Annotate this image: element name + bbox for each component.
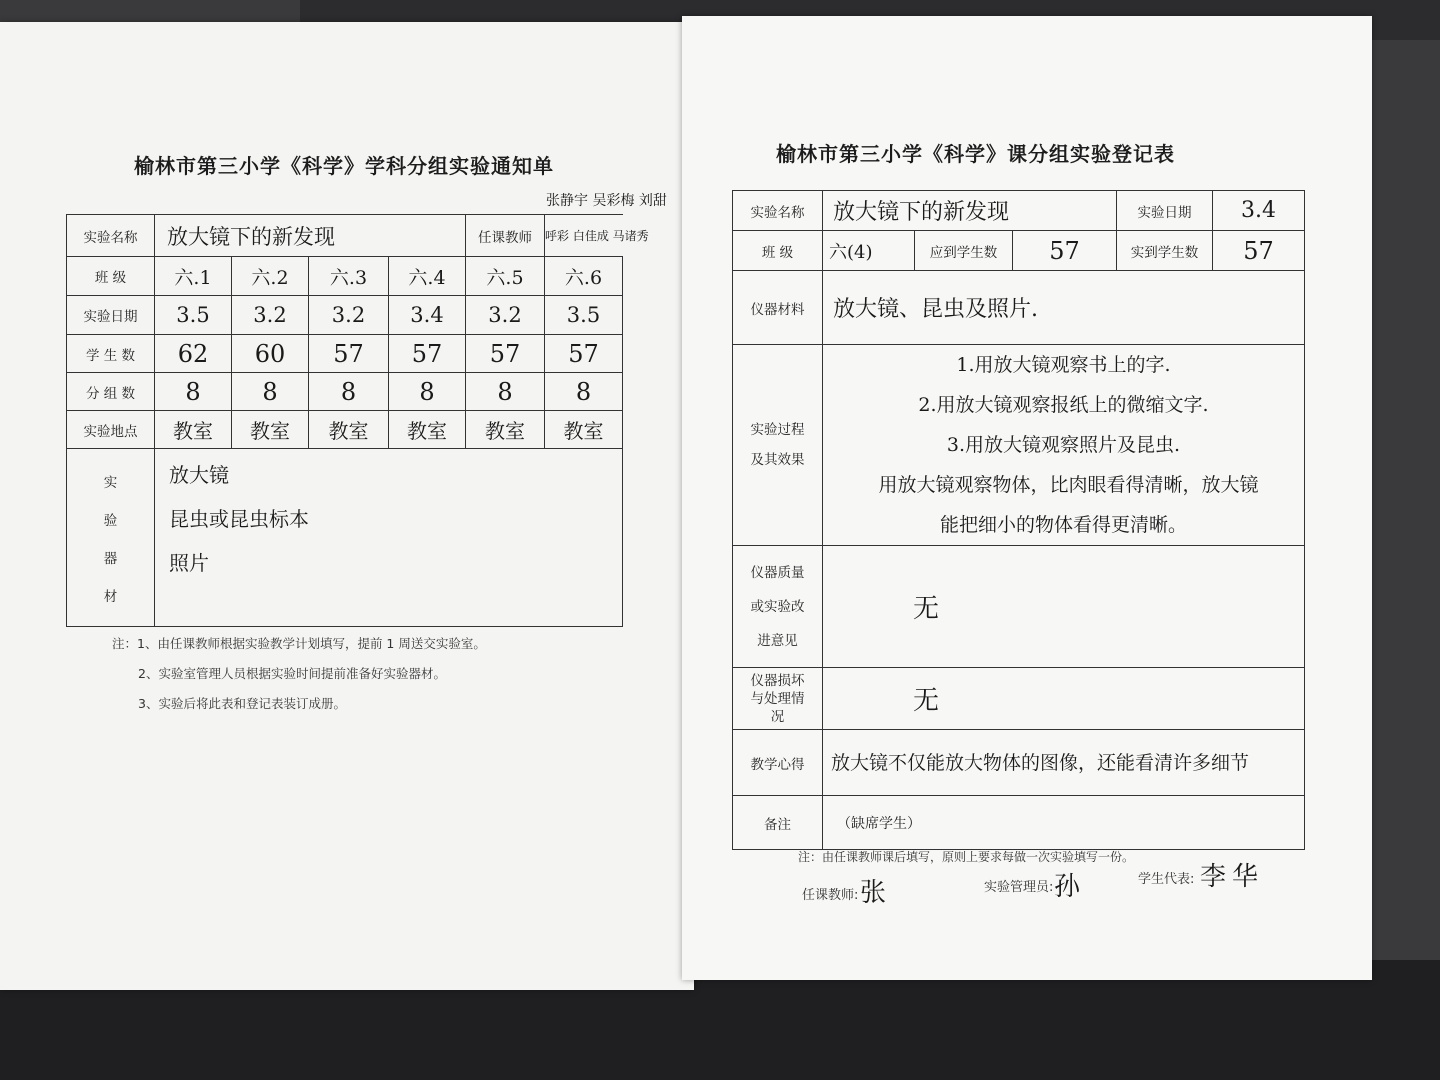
- date-cell: 3.2: [309, 296, 389, 335]
- process-observation: 能把细小的物体看得更清晰。: [940, 514, 1188, 536]
- row-damage: [733, 668, 1305, 730]
- students-cell: 57: [389, 335, 466, 373]
- row-quality: [733, 546, 1305, 668]
- equipment-list: [155, 449, 623, 627]
- class-cell: 六.4: [389, 257, 466, 296]
- registration-title: 榆林市第三小学《科学》课分组实验登记表: [776, 142, 1175, 166]
- notice-note-3: 3、实验后将此表和登记表装订成册。: [138, 696, 346, 711]
- process-step: 3.用放大镜观察照片及昆虫.: [946, 434, 1181, 456]
- label-place: 实验地点: [67, 411, 155, 449]
- place-cell: 教室: [389, 411, 466, 449]
- place-cell: 教室: [232, 411, 309, 449]
- label-quality-line: 进意见: [757, 632, 798, 649]
- label-groups: 分 组 数: [67, 373, 155, 411]
- label-equipment-char: 器: [103, 550, 118, 567]
- reflection-value: 放大镜不仅能放大物体的图像，还能看清许多细节: [823, 730, 1305, 796]
- label-expected: 应到学生数: [915, 231, 1013, 271]
- groups-cell: 8: [545, 373, 623, 411]
- place-cell: 教室: [155, 411, 232, 449]
- row-experiment-name: [733, 191, 1305, 231]
- materials-value: 放大镜、昆虫及照片.: [823, 271, 1305, 345]
- groups-cell: 8: [232, 373, 309, 411]
- expected-value: 57: [1013, 231, 1117, 271]
- row-students: [67, 335, 623, 373]
- notice-sheet: [0, 22, 694, 990]
- remarks-value: （缺席学生）: [823, 796, 1305, 850]
- teacher-signature-label: 任课教师:: [802, 888, 859, 903]
- label-damage-line: 与处理情: [750, 690, 805, 707]
- teacher-signature: 张: [860, 878, 887, 908]
- label-quality-line: 仪器质量: [750, 564, 805, 581]
- students-cell: 62: [155, 335, 232, 373]
- date-cell: 3.5: [545, 296, 623, 335]
- equipment-item: 昆虫或昆虫标本: [169, 507, 309, 531]
- row-materials: [733, 271, 1305, 345]
- students-cell: 57: [466, 335, 545, 373]
- label-equipment-char: 材: [103, 588, 118, 605]
- groups-cell: 8: [466, 373, 545, 411]
- label-materials: 仪器材料: [733, 271, 823, 345]
- registration-sheet: [682, 16, 1372, 980]
- quality-value: 无: [823, 546, 1305, 668]
- teacher-value: 呼彩 白佳成 马诸秀: [545, 215, 623, 257]
- place-cell: 教室: [466, 411, 545, 449]
- row-groups: [67, 373, 623, 411]
- experiment-name-value: 放大镜下的新发现: [823, 191, 1117, 231]
- row-place: [67, 411, 623, 449]
- label-process: [733, 345, 823, 546]
- row-equipment: [67, 449, 623, 627]
- teacher-names-overflow: 张静宇 吴彩梅 刘甜: [546, 193, 667, 209]
- date-cell: 3.2: [466, 296, 545, 335]
- label-process-line: 实验过程: [750, 422, 805, 438]
- label-equipment-char: 验: [103, 512, 118, 529]
- row-class: [733, 231, 1305, 271]
- label-students: 学 生 数: [67, 335, 155, 373]
- actual-value: 57: [1213, 231, 1305, 271]
- notice-note-1: 注：1、由任课教师根据实验教学计划填写，提前 1 周送交实验室。: [112, 636, 486, 651]
- label-equipment: [67, 449, 155, 627]
- admin-signature-label: 实验管理员:: [984, 880, 1054, 895]
- row-reflection: [733, 730, 1305, 796]
- label-process-line: 及其效果: [750, 452, 805, 468]
- admin-signature: 孙: [1054, 872, 1081, 902]
- date-value: 3.4: [1213, 191, 1305, 231]
- process-value: [823, 345, 1305, 546]
- student-signature-label: 学生代表:: [1138, 872, 1195, 887]
- registration-table: [732, 190, 1305, 850]
- label-date: 实验日期: [67, 296, 155, 335]
- students-cell: 57: [309, 335, 389, 373]
- label-damage-line: 况: [770, 708, 785, 725]
- notice-table: [66, 214, 649, 627]
- row-class: [67, 257, 623, 296]
- label-damage: [733, 668, 823, 730]
- row-process: [733, 345, 1305, 546]
- class-cell: 六.2: [232, 257, 309, 296]
- date-cell: 3.5: [155, 296, 232, 335]
- place-cell: 教室: [545, 411, 623, 449]
- groups-cell: 8: [389, 373, 466, 411]
- students-cell: 57: [545, 335, 623, 373]
- class-cell: 六.1: [155, 257, 232, 296]
- notice-title: 榆林市第三小学《科学》学科分组实验通知单: [134, 154, 554, 178]
- process-step: 2.用放大镜观察报纸上的微缩文字.: [918, 394, 1209, 416]
- student-signature: 李华: [1200, 862, 1265, 892]
- label-experiment-name: 实验名称: [67, 215, 155, 257]
- class-value: 六(4): [823, 231, 915, 271]
- place-cell: 教室: [309, 411, 389, 449]
- damage-value: 无: [823, 668, 1305, 730]
- class-cell: 六.6: [545, 257, 623, 296]
- label-class: 班 级: [733, 231, 823, 271]
- row-date: [67, 296, 623, 335]
- students-cell: 60: [232, 335, 309, 373]
- label-quality-line: 或实验改: [750, 598, 805, 615]
- label-damage-line: 仪器损坏: [750, 672, 805, 689]
- equipment-item: 照片: [169, 551, 209, 575]
- registration-note: 注：由任课教师课后填写，原则上要求每做一次实验填写一份。: [798, 850, 1135, 864]
- label-teacher: 任课教师: [466, 215, 545, 257]
- label-date: 实验日期: [1117, 191, 1213, 231]
- date-cell: 3.2: [232, 296, 309, 335]
- label-reflection: 教学心得: [733, 730, 823, 796]
- class-cell: 六.3: [309, 257, 389, 296]
- process-observation: 用放大镜观察物体，比肉眼看得清晰，放大镜: [878, 474, 1259, 496]
- label-equipment-char: 实: [103, 474, 118, 491]
- notice-note-2: 2、实验室管理人员根据实验时间提前准备好实验器材。: [138, 666, 446, 681]
- label-actual: 实到学生数: [1117, 231, 1213, 271]
- date-cell: 3.4: [389, 296, 466, 335]
- label-experiment-name: 实验名称: [733, 191, 823, 231]
- groups-cell: 8: [155, 373, 232, 411]
- row-remarks: [733, 796, 1305, 850]
- label-class: 班 级: [67, 257, 155, 296]
- class-cell: 六.5: [466, 257, 545, 296]
- label-remarks: 备注: [733, 796, 823, 850]
- row-experiment-name: [67, 215, 623, 257]
- experiment-name-value: 放大镜下的新发现: [155, 215, 466, 257]
- groups-cell: 8: [309, 373, 389, 411]
- equipment-item: 放大镜: [169, 463, 229, 487]
- process-step: 1.用放大镜观察书上的字.: [956, 354, 1171, 376]
- label-quality: [733, 546, 823, 668]
